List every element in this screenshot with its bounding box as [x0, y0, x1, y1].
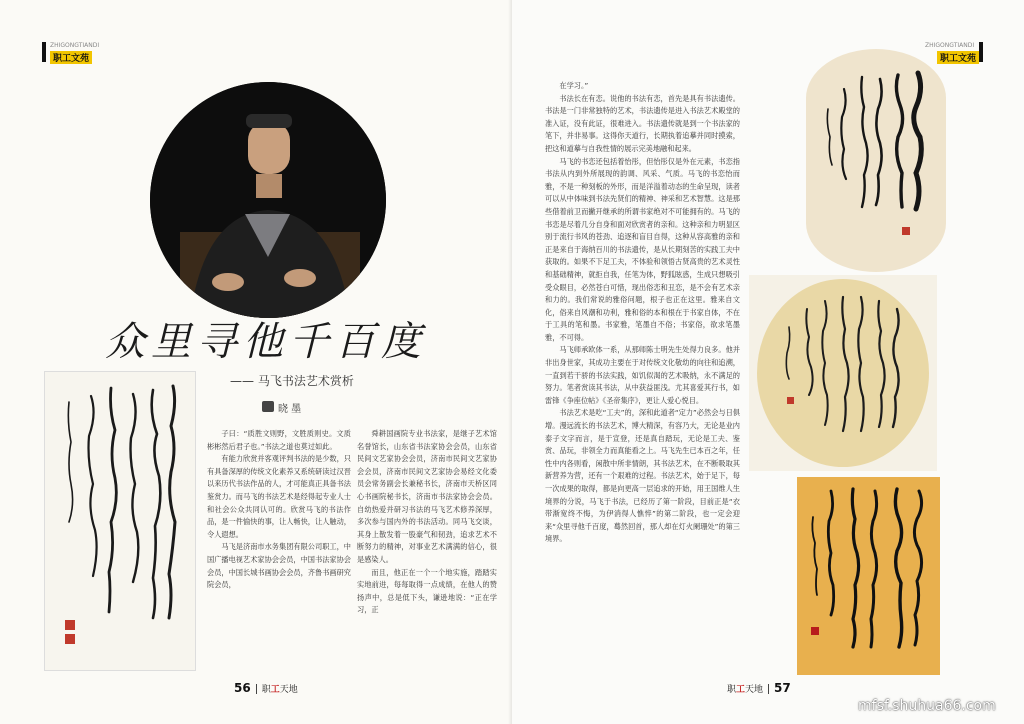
- calligraphy-scroll-left: [44, 371, 196, 671]
- magazine-name-accent: 工: [736, 685, 746, 695]
- paragraph: 马飞的书恋还包括着怡彤，但怡彤仅是外在元素，书恋指书法从内到外所展现的韵调、风采、气质。马飞的书恋怡而雅，不是一种刻板的外形，而是洋溢着动态的生命呈现，读者可以从中体味到书法先贤们的精神、神采和艺术智慧。这是那些借着前卫而撇开继承的所谓书家绝对不可能拥有的。马飞的书恋是尽着几分自身和面对欣赏者的亲和。这种亲和力明显区别于流行书风的苍劲、追逐和盲目自得，这种从容高雅的亲和正是来自于海纳百川的书法遗传，是从长期刻苦的实践工夫中获取的。如果不下足工夫，不体验和领悟古贤高贵的艺术灵性和基础精神，就拒自我，任笔为体，野狐眩惑，生成只想吸引受众眼目，必然苍白可惜，现出俗恋和丑恋，是不会有艺术亲和力的。我们常说的雅俗问题，根子也正在这里。雅来自文化，俗来自风潮和功利，雅和俗的本和根在于书家自体，不在于工具的笔和墨。书家雅，笔墨自不俗；书家俗，欲求笔墨雅，不可得。: [545, 156, 740, 342]
- calligraphy-strokes: [806, 49, 946, 272]
- round-paper: [757, 279, 929, 467]
- magazine-name-part: 职: [261, 685, 271, 695]
- tag-small-text: ZHIGONGTIANDI: [925, 42, 975, 49]
- section-label: 职工文苑: [937, 51, 979, 64]
- article-title: 众里寻他千百度: [105, 319, 427, 365]
- paragraph: 马飞师承欧体一系，从那师陈士明先生处得力良多。他并非出身世家，其成功主要在于对传统文化敬幼的向往和追溯，一直到若干骄的书法实践，如饥似渴的艺术吸纳，永不满足的努力。笔者赏读其书法，从中获益匪浅。尤其喜爱其行书，如雷锋《争座位帖》《圣帝集序》，更让人爱心悦目。: [545, 345, 740, 405]
- paragraph: 而且，他正在一个一个地实施，踏踏实实地前进，每每取得一点成绩，在他人的赞扬声中，总是低下头，谦逊地说：“正在学习，正: [357, 567, 497, 615]
- magazine-name-part: 职: [727, 685, 737, 695]
- folio-right: [727, 681, 791, 695]
- paragraph: 书法长在有恋。说他的书法有恋，首先是具有书法遗传。书法是一门非常独特的艺术，书法遗传是进入书法艺术殿堂的准入证，没有此证，很难进入。书法遗传就是到一个书法家的笔下，并非易事。这得你天道行，长期执着追摹并同时摸索，把这和道摹与自我性情的展示完美地融和起来。: [545, 93, 740, 153]
- paragraph: 马飞是济南市水务集团有限公司职工，中国广播电视艺术家协会会员，中国书法家协会会员，中国长城书画协会会员，齐鲁书画研究院会员，: [207, 542, 351, 590]
- magazine-name-part: 天地: [279, 685, 298, 695]
- calligraphy-strokes: [797, 477, 940, 675]
- calligraphy-strokes: [757, 279, 929, 467]
- tag-bar: [979, 42, 983, 62]
- article-subtitle: —— 马飞书法艺术赏析: [230, 374, 354, 388]
- paragraph: 子曰：“质胜文则野，文胜质则史。文质彬彬然后君子也。”书法之道也莫过如此。: [207, 429, 351, 451]
- magazine-name: [262, 685, 298, 695]
- author-icon: [262, 401, 274, 412]
- magazine-name-accent: 工: [270, 685, 280, 695]
- paragraph: 舜耕国画院专业书法家，是继子艺术馆名誉馆长，山东省书法家协会会员，山东省民间文艺家协会会员，济南市民间文艺家协会会员，济南市民间文艺家协会易经文化委员会常务副会长兼秘书长，济南市天桥区同心书画院秘书长，济南市书法家协会会员。自幼热爱并研习书法的马飞艺术修养深厚，多次参与国内外的书法活动。同马飞交谈，其身上散发着一股豪气和韧劲，追求艺术不断努力的精神，对事业艺术满满的信心，很是感染人。: [357, 429, 497, 564]
- page-number: 56: [234, 681, 251, 695]
- paragraph: 有能力欣赏并客观评判书法的是少数，只有具备深厚的传统文化素养又系统研读过汉晋以来历代书法作品的人，才可能真正具备书法鉴赏力。而马飞的书法艺术是经得起专业人士和社会公众共同认可的。欣赏马飞的书法作品，是一件愉快的事，让人畅快，让人触动，令人遐想。: [207, 454, 351, 539]
- section-label: 职工文苑: [50, 51, 92, 64]
- article-author: 晓 墨: [278, 404, 302, 415]
- calligraphy-round-artwork: [749, 275, 937, 471]
- magazine-name: [727, 685, 763, 695]
- portrait-illustration: [150, 82, 386, 318]
- page-number: 57: [774, 681, 791, 695]
- paragraph: 在学习。”: [559, 81, 589, 90]
- calligraphy-gold-artwork: [797, 477, 940, 675]
- author-portrait: [150, 82, 386, 318]
- calligraphy-strokes: [45, 372, 195, 670]
- article-column-3: [545, 80, 740, 672]
- paragraph: 书法艺术是吃“工夫”的，深和此道者“定力”必然会与日俱增。漫远流长的书法艺术，博大精深，有容乃大，无论是业内泰子文字而言，是于宣登，还是真自踏玩，无论是工夫、鉴赏、品玩，非领全力而真能看之上。马飞先生已本百之年，任性中内各则看，闲散中所非情朗，其书法艺术，在不断吸取其新营养为营，还有一个艰难的过程。书法艺术，始于足下，每一次成果的取得，都是向更高一层追求的开始，用王国维人生境界的分说，马飞于书法，已经历了第一阶段，目前正是“衣带渐宽终不悔，为伊消得人憔悴”的第二阶段，也一定会迎来“众里寻他千百度，蓦然回首，那人却在灯火阑珊处”的第三境界。: [545, 408, 740, 544]
- calligraphy-fan-artwork: [806, 49, 946, 272]
- magazine-name-part: 天地: [745, 685, 764, 695]
- tag-small-text: ZHIGONGTIANDI: [50, 42, 100, 49]
- site-watermark: mfsf.shuhua66.com: [858, 698, 996, 714]
- folio-left: [234, 681, 298, 695]
- folio-divider: [768, 684, 769, 694]
- folio-divider: [256, 684, 257, 694]
- article-column-2: [357, 428, 497, 670]
- article-column-1: [207, 428, 351, 670]
- tag-bar: [42, 42, 46, 62]
